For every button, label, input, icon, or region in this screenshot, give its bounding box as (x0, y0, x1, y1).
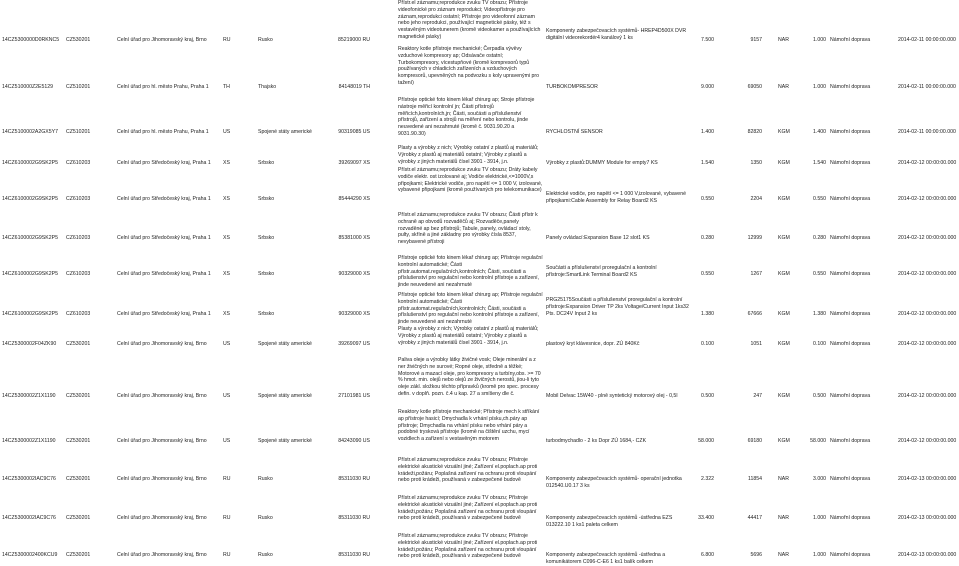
country-name: Rusko (258, 37, 273, 43)
office-name: Celní úřad pro Jihomoravský kraj, Brno (117, 438, 207, 444)
unit-factor: 1.000 (813, 37, 826, 43)
goods-description: Přístr.el záznamu;reprodukce zvuku TV obrazu; Dráty kabely vodiče elektr. ost izolované aj; Vodiče elektrické,<=1000V,s připojkami; Elektrické vodiče, pro napětí <= 1 000 V, izolované, vybavené připojkami (kromě používaných pro telekomunikace) (398, 167, 543, 194)
quantity: 0.500 (701, 393, 714, 399)
office-name: Celní úřad pro Středočeský kraj, Praha 1 (117, 311, 211, 317)
quantity: 0.550 (701, 196, 714, 202)
quantity: 0.100 (701, 341, 714, 347)
office-code: CZ530201 (66, 438, 91, 444)
product-description: Mobil Delvac 15W40 - plně syntetický motorový olej - 0,5l (546, 393, 678, 399)
goods-description: Reaktory kotle přístroje mechanické; Čerpadla vývěvy vzduchové kompresory ap; Odsávače ostatní; Turbokompresory, vícestupňové (kromě kompresorů typů používaných v chladicích zařízeních a vzduchových kompresorů, upevněných na podvozku s koly upravenými pro tažení) (398, 46, 540, 86)
invoice-value: 69050 (747, 84, 762, 90)
product-description: RYCHLOSTNÍ SENSOR (546, 129, 603, 135)
office-code: CZ610203 (66, 311, 91, 317)
unit-code: KGM (778, 341, 790, 347)
country-name: Srbsko (258, 311, 275, 317)
country-code: XS (223, 271, 230, 277)
tariff-code: 85444290 XS (338, 196, 370, 202)
goods-description: Přístr.el záznamu;reprodukce zvuku TV obrazu; Přístroje elektrické akustické vizuální jiné; Zařízení el.poplach.ap proti krádeži,požáru; Poplašná zařízení na ochranu proti vloupání nebo proti krádeži, používaná v zabezpečené budově (398, 495, 538, 522)
goods-description: Přístr.el záznamu;reprodukce zvuku TV obrazu; Části přístr k ochraně ap obvodů rozvaděčů aj; Rozvaděče,panely rozvaděné ap bez přístrojů; Tabule, panely, ovládací stoly, pulty, skříně a jiné základny pro výrobky čísla 8537, nevybavené přístroji (398, 212, 538, 245)
office-name: Celní úřad pro hl. město Prahu, Praha 1 (117, 84, 209, 90)
unit-factor: 1.540 (813, 160, 826, 166)
invoice-value: 11854 (747, 476, 762, 482)
office-name: Celní úřad pro Středočeský kraj, Praha 1 (117, 196, 211, 202)
transport-mode: Námořní doprava (830, 84, 871, 90)
tariff-code: 84243090 US (338, 438, 370, 444)
record-id: 14CZ5300002Z1X1190 (2, 438, 56, 444)
tariff-code: 85219000 RU (337, 37, 370, 43)
office-code: CZ610203 (66, 160, 91, 166)
unit-code: KGM (778, 438, 790, 444)
goods-description: Přístr.el záznamu;reprodukce zvuku TV obrazu; Přístroje elektrické akustické vizuální jiné; Zařízení el.poplach.ap proti krádeži,požáru; Poplašná zařízení na ochranu proti vloupání nebo proti krádeži, používaná v zabezpečené budově (398, 533, 538, 560)
declaration-date: 2014-02-12 00:00:00.000 (898, 311, 957, 317)
declaration-date: 2014-02-12 00:00:00.000 (898, 235, 957, 241)
declaration-date: 2014-02-12 00:00:00.000 (898, 196, 957, 202)
quantity: 1.380 (701, 311, 714, 317)
invoice-value: 1051 (750, 341, 762, 347)
record-id: 14CZ6100002G9SK2P5 (2, 160, 58, 166)
country-code: XS (223, 196, 230, 202)
goods-description: Paliva oleje a výrobky látky živičné vosk; Oleje minerální a z ner živičných ne surové; Ropné oleje, středně a těžké; Motorové a mazací oleje, pro kompresory a turbíny,obs. >= 70 % hmot. min. olejů nebo olejů ze živičných nerostů, jiou-li tyto oleje zákl. složkou těchto přípravků (kromě pro spec. procesy defin. v doplň. pozn. č.4 u kap. 27 a smíšeny dle č. (398, 357, 541, 397)
transport-mode: Námořní doprava (830, 129, 871, 135)
country-code: US (223, 438, 231, 444)
transport-mode: Námořní doprava (830, 515, 871, 521)
product-description: Panely ovládací:Expansion Base 12 slot1 KS (546, 235, 650, 241)
unit-code: KGM (778, 129, 790, 135)
country-code: RU (223, 515, 231, 521)
invoice-value: 5696 (750, 552, 762, 558)
country-code: RU (223, 37, 231, 43)
record-id: 14CZ5300000D0RKNC5 (2, 37, 60, 43)
product-description: Komponenty zabezpečovacích systémů -ústředna a komunikátorem C096-C-E6 1 ks1 balík celkem (546, 552, 666, 565)
country-code: TH (223, 84, 230, 90)
product-description: Výrobky z plastů:DUMMY Module for empty7 KS (546, 160, 658, 166)
product-description: Komponenty zabezpečovacích systémů -ústředna EZS 013222.10 1 ks1 paleta celkem (546, 515, 673, 528)
unit-code: NAR (778, 515, 789, 521)
unit-factor: 1.380 (813, 311, 826, 317)
unit-code: KGM (778, 160, 790, 166)
record-id: 14CZ5300002F04ZK90 (2, 341, 57, 347)
office-code: CZ530201 (66, 393, 91, 399)
country-code: RU (223, 476, 231, 482)
office-code: CZ610203 (66, 271, 91, 277)
country-name: Srbsko (258, 271, 275, 277)
declaration-date: 2014-02-12 00:00:00.000 (898, 271, 957, 277)
tariff-code: 85381000 XS (338, 235, 370, 241)
transport-mode: Námořní doprava (830, 552, 871, 558)
invoice-value: 12999 (747, 235, 762, 241)
tariff-code: 39269097 XS (338, 160, 370, 166)
goods-description: Plasty a výrobky z nich; Výrobky ostatní z plastů aj materiálů; Výrobky z plastů aj materiálů ostatní; Výrobky z plastů a výrobky z jiných materiálů čísel 3901 - 3914, j.n. (398, 326, 539, 346)
record-id: 14CZ5100002A2GX5Y7 (2, 129, 58, 135)
quantity: 0.550 (701, 271, 714, 277)
quantity: 1.540 (701, 160, 714, 166)
invoice-value: 67666 (747, 311, 762, 317)
product-description: PRG25175Součásti a příslušenství proregulační a kontrolní přístroje:Expansion Driver TP 2ks Voltage/Current Input 1ks32 Pts. DC24V Input 2 ks (546, 297, 689, 317)
transport-mode: Námořní doprava (830, 341, 871, 347)
tariff-code: 90319085 US (338, 129, 370, 135)
unit-factor: 1.000 (813, 552, 826, 558)
declaration-date: 2014-02-12 00:00:00.000 (898, 438, 957, 444)
quantity: 9.000 (701, 84, 714, 90)
quantity: 0.280 (701, 235, 714, 241)
invoice-value: 69180 (747, 438, 762, 444)
transport-mode: Námořní doprava (830, 438, 871, 444)
invoice-value: 9157 (750, 37, 762, 43)
goods-description: Přístroje optické foto kinem lékař chirurg ap; Přístroje regulační kontrolní automatické; Části přístr.automat.regulačních,kontrolních; Části, součásti a příslušenství pro regulační nebo kontrolní přístroje a zařízení, jinde neuvedené ani nezahrnuté (398, 255, 543, 288)
office-name: Celní úřad pro Středočeský kraj, Praha 1 (117, 235, 211, 241)
product-description: Komponenty zabezpečovacích systémů- HREP4D500X DVR digitální videorekordér4 kanálový 1 ks (546, 28, 687, 41)
country-name: Srbsko (258, 196, 275, 202)
unit-factor: 0.550 (813, 271, 826, 277)
unit-code: NAR (778, 37, 789, 43)
product-description: Součásti a příslušenství proregulační a kontrolní přístroje:SmartLink Terminal Board2 KS (546, 265, 657, 278)
unit-code: NAR (778, 476, 789, 482)
office-code: CZ530201 (66, 476, 91, 482)
goods-description: Přístroje optické foto kinem lékař chirurg ap; Přístroje regulační kontrolní automatické; Části přístr.automat.regulačních,kontrolních; Části, součásti a příslušenství pro regulační nebo kontrolní přístroje a zařízení, jinde neuvedené ani nezahrnuté (398, 292, 543, 325)
unit-code: KGM (778, 311, 790, 317)
unit-code: KGM (778, 235, 790, 241)
declaration-date: 2014-02-11 00:00:00.000 (898, 84, 956, 90)
goods-description: Plasty a výrobky z nich; Výrobky ostatní z plastů aj materiálů; Výrobky z plastů aj materiálů ostatní; Výrobky z plastů a výrobky z jiných materiálů čísel 3901 - 3914, j.n. (398, 145, 539, 165)
declaration-date: 2014-02-12 00:00:00.000 (898, 393, 957, 399)
product-description: plastový kryt klávesnice, dopr. ZÚ 840Kč (546, 341, 640, 347)
invoice-value: 247 (753, 393, 762, 399)
goods-description: Přístr.el záznamu;reprodukce zvuku TV obrazu; Přístroje videofonické pro záznam reprodukci; Videopřístroje pro záznam,reprodukci ostatní; Přístroje pro videofonní záznam nebo jeho reprodukci, používající magnetické pásky, též s vestavěným videotunerem (kromě videokamer a používajících magnetické pásky) (398, 0, 541, 40)
country-code: XS (223, 311, 230, 317)
unit-factor: 0.550 (813, 196, 826, 202)
tariff-code: 39269097 US (338, 341, 370, 347)
country-name: Rusko (258, 552, 273, 558)
declaration-date: 2014-02-12 00:00:00.000 (898, 160, 957, 166)
declaration-date: 2014-02-12 00:00:00.000 (898, 341, 957, 347)
office-code: CZ530201 (66, 552, 91, 558)
unit-factor: 0.280 (813, 235, 826, 241)
unit-code: KGM (778, 393, 790, 399)
transport-mode: Námořní doprava (830, 271, 871, 277)
transport-mode: Námořní doprava (830, 311, 871, 317)
office-code: CZ610203 (66, 235, 91, 241)
office-name: Celní úřad pro Jihomoravský kraj, Brno (117, 37, 207, 43)
unit-factor: 0.500 (813, 393, 826, 399)
country-code: US (223, 129, 231, 135)
unit-factor: 3.000 (813, 476, 826, 482)
office-name: Celní úřad pro Jihomoravský kraj, Brno (117, 515, 207, 521)
office-name: Celní úřad pro hl. město Prahu, Praha 1 (117, 129, 209, 135)
country-name: Rusko (258, 476, 273, 482)
country-name: Srbsko (258, 235, 275, 241)
tariff-code: 90329000 XS (338, 271, 370, 277)
office-code: CZ510201 (66, 129, 91, 135)
declaration-date: 2014-02-11 00:00:00.000 (898, 37, 956, 43)
record-id: 14CZ6100002G9SK2P5 (2, 196, 58, 202)
office-code: CZ530201 (66, 341, 91, 347)
transport-mode: Námořní doprava (830, 235, 871, 241)
country-name: Rusko (258, 515, 273, 521)
office-name: Celní úřad pro Jihomoravský kraj, Brno (117, 476, 207, 482)
unit-code: NAR (778, 552, 789, 558)
product-description: Elektrické vodiče, pro napětí <= 1 000 V,izolované, vybavené připojkami:Cable Assembly for Relay Board2 KS (546, 191, 686, 204)
unit-factor: 1.400 (813, 129, 826, 135)
record-id: 14CZ510000Z2E5129 (2, 84, 54, 90)
tariff-code: 85311030 RU (338, 552, 370, 558)
office-name: Celní úřad pro Jihomoravský kraj, Brno (117, 552, 207, 558)
declaration-date: 2014-02-13 00:00:00.000 (898, 515, 957, 521)
tariff-code: 84148019 TH (338, 84, 370, 90)
product-description: Komponenty zabezpečovacích systémů- operační jednotka 012540.U0.17 3 ks (546, 476, 682, 489)
country-name: Spojené státy americké (258, 393, 312, 399)
country-code: US (223, 341, 231, 347)
record-id: 14CZ5300002IAC9C76 (2, 476, 56, 482)
country-name: Spojené státy americké (258, 129, 312, 135)
record-id: 14CZ6100002G9SK2P5 (2, 271, 58, 277)
country-name: Thajsko (258, 84, 277, 90)
unit-factor: 58.000 (810, 438, 826, 444)
transport-mode: Námořní doprava (830, 476, 871, 482)
unit-code: NAR (778, 84, 789, 90)
quantity: 6.800 (701, 552, 714, 558)
quantity: 33.400 (698, 515, 714, 521)
invoice-value: 44417 (747, 515, 762, 521)
country-code: XS (223, 160, 230, 166)
declaration-date: 2014-02-13 00:00:00.000 (898, 476, 957, 482)
transport-mode: Námořní doprava (830, 160, 871, 166)
goods-description: Přístr.el záznamu;reprodukce zvuku TV obrazu; Přístroje elektrické akustické vizuální jiné; Zařízení el.poplach.ap proti krádeži,požáru; Poplašná zařízení na ochranu proti vloupání nebo proti krádeži, používaná v zabezpečené budově (398, 457, 538, 484)
office-code: CZ530201 (66, 515, 91, 521)
unit-code: KGM (778, 196, 790, 202)
tariff-code: 27101981 US (338, 393, 370, 399)
invoice-value: 1267 (750, 271, 762, 277)
quantity: 7.500 (701, 37, 714, 43)
invoice-value: 2204 (750, 196, 762, 202)
tariff-code: 85311030 RU (338, 476, 370, 482)
tariff-code: 90329000 XS (338, 311, 370, 317)
product-description: turbodmychadlo - 2 ks Dopr ZÚ 1684,- CZK (546, 438, 647, 444)
invoice-value: 1350 (750, 160, 762, 166)
country-name: Spojené státy americké (258, 341, 312, 347)
country-code: RU (223, 552, 231, 558)
office-name: Celní úřad pro Jihomoravský kraj, Brno (117, 393, 207, 399)
record-id: 14CZ5300002Z1X1190 (2, 393, 56, 399)
office-code: CZ610203 (66, 196, 91, 202)
record-id: 14CZ5300002IAC9C76 (2, 515, 56, 521)
country-code: XS (223, 235, 230, 241)
country-name: Spojené státy americké (258, 438, 312, 444)
goods-description: Přístroje optické foto kinem lékař chirurg ap; Stroje přístroje nástroje měřicí kontrolní jn; Části přístrojů měřicích,kontrolních,jn; Části, součásti a příslušenství přístrojů, zařízení a strojů na měření nebo kontrolu, jinde neuvedené ani nezahrnuté (kromě č. 9031.90.20 a 9031.90.30) (398, 97, 535, 137)
goods-description: Reaktory kotle přístroje mechanické; Přístroje mech k stříkání ap přístroje hasicí; Dmychadla k vrhání písku,ch.páry ap přístroje; Dmychadla na vrhání písku nebo vrhání páry a podobné trysková přístroje (kromě na čištění uzchu, mycí vozidlech a zařízení s vestavěným motorem (398, 409, 540, 442)
quantity: 2.322 (701, 476, 714, 482)
country-code: US (223, 393, 231, 399)
quantity: 58.000 (698, 438, 714, 444)
tariff-code: 85311030 RU (338, 515, 370, 521)
unit-factor: 0.100 (813, 341, 826, 347)
declaration-date: 2014-02-11 00:00:00.000 (898, 129, 956, 135)
record-id: 14CZ5300002400KCU9 (2, 552, 58, 558)
transport-mode: Námořní doprava (830, 37, 871, 43)
declaration-date: 2014-02-13 00:00:00.000 (898, 552, 957, 558)
invoice-value: 82820 (747, 129, 762, 135)
transport-mode: Námořní doprava (830, 196, 871, 202)
record-id: 14CZ6100002G9SK2P5 (2, 311, 58, 317)
country-name: Srbsko (258, 160, 275, 166)
office-code: CZ530201 (66, 37, 91, 43)
office-name: Celní úřad pro Jihomoravský kraj, Brno (117, 341, 207, 347)
record-id: 14CZ6100002G9SK2P5 (2, 235, 58, 241)
office-name: Celní úřad pro Středočeský kraj, Praha 1 (117, 271, 211, 277)
office-code: CZ510201 (66, 84, 91, 90)
quantity: 1.400 (701, 129, 714, 135)
office-name: Celní úřad pro Středočeský kraj, Praha 1 (117, 160, 211, 166)
product-description: TURBOKOMPRESOR (546, 84, 598, 90)
unit-factor: 1.000 (813, 84, 826, 90)
unit-code: KGM (778, 271, 790, 277)
unit-factor: 1.000 (813, 515, 826, 521)
transport-mode: Námořní doprava (830, 393, 871, 399)
